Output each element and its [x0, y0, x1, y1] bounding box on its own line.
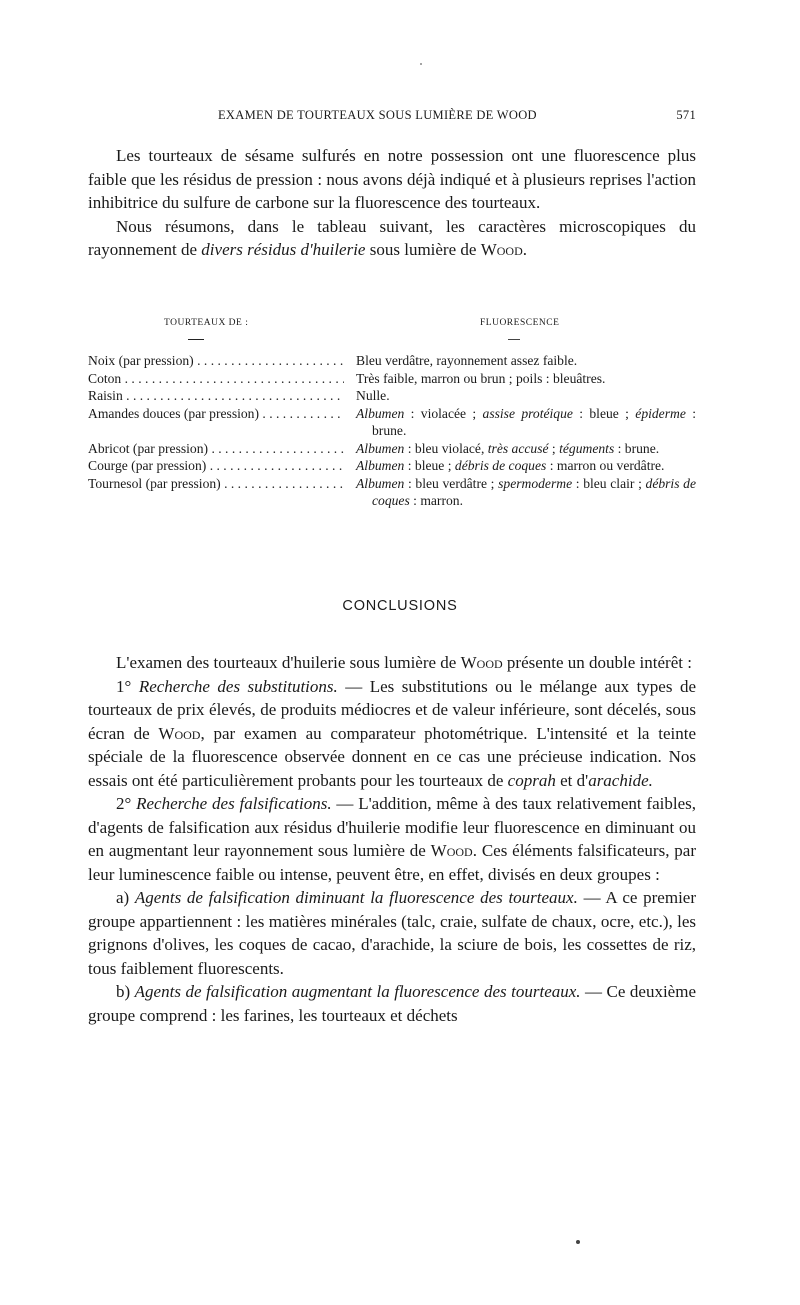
row-tourteau-name: Coton . . . [88, 370, 344, 388]
intro-paragraph-1: Les tourteaux de sésame sulfurés en notre possession ont une fluorescence plus faible que les résidus de pression : nous avons déjà indiqué et à plusieurs reprises l'action inhibitrice du sulfure de carbone sur la fluorescence des tourteaux. [88, 146, 696, 212]
row-fluorescence-desc: Albumen : violacée ; assise protéique : bleue ; épiderme : brune. [356, 405, 696, 438]
col-header-fluorescence: FLUORESCENCE [480, 318, 560, 328]
conclusions-paragraph-substitutions: 1° Recherche des substitutions. — Les substitutions ou le mélange aux types de tourteaux de prix élevés, de produits médiocres et de valeur inférieure, sont décelés, sous écran de Wood, par examen au comparateur photométrique. L'intensité et la teinte spéciale de la fluorescence observée donnent en ce cas une précieuse indication. Nos essais ont été particulièrement probants pour les tourteaux de coprah et d'arachide. [88, 676, 697, 790]
conclusions-paragraph-falsifications: 2° Recherche des falsifications. — L'addition, même à des taux relativement faibles, d'agents de falsification aux résidus d'huilerie modifie leur fluorescence en diminuant ou en augmentant leur rayonnement sous lumière de Wood. Ces éléments falsificateurs, par leur luminescence faible ou intense, peuvent être, en effet, divisés en deux groupes : [88, 794, 697, 884]
fluorescence-table [88, 318, 696, 510]
print-speck [576, 1240, 580, 1244]
row-tourteau-name: Abricot (par pression) . . . [88, 440, 344, 458]
conclusions-paragraph-group-a: a) Agents de falsification diminuant la fluorescence des tourteaux. — A ce premier groupe appartiennent : les matières minérales (talc, craie, sulfate de chaux, ocre, etc.), les grignons d'olives, les coques de cacao, d'arachide, la sciure de bois, les cossettes de riz, tous faiblement fluorescents. [88, 888, 697, 978]
col-header-tourteaux: TOURTEAUX DE : [164, 318, 249, 328]
intro-paragraph-2: Nous résumons, dans le tableau suivant, les caractères microscopiques du rayonnement de divers résidus d'huilerie sous lumière de Wood. [88, 216, 696, 259]
conclusions-paragraph-1: L'examen des tourteaux d'huilerie sous lumière de Wood présente un double intérêt : [116, 653, 692, 672]
table-row [88, 387, 696, 405]
table-row [88, 370, 696, 388]
running-title: EXAMEN DE TOURTEAUX SOUS LUMIÈRE DE WOOD [218, 108, 537, 122]
row-tourteau-name: Tournesol (par pression) . . . [88, 475, 344, 493]
print-speck [420, 63, 422, 65]
author-name: Wood. [430, 841, 477, 860]
author-name: Wood. [480, 240, 527, 259]
table-row [88, 405, 696, 440]
section-title: CONCLUSIONS [342, 598, 458, 614]
table-row [88, 440, 696, 458]
row-tourteau-name: Courge (par pression) . . . [88, 457, 344, 475]
row-tourteau-name: Raisin . . . [88, 387, 344, 405]
row-tourteau-name: Amandes douces (par pression) . . . [88, 405, 344, 423]
author-name: Wood [460, 653, 503, 672]
header-rule [508, 339, 520, 340]
conclusions-section [88, 651, 696, 1027]
author-name: Wood, [158, 723, 205, 743]
table-header [88, 318, 696, 352]
row-fluorescence-desc: Bleu verdâtre, rayonnement assez faible. [356, 353, 578, 368]
intro-section [88, 144, 696, 262]
row-tourteau-name: Noix (par pression) . . . [88, 352, 344, 370]
row-fluorescence-desc: Albumen : bleu verdâtre ; spermoderme : bleu clair ; débris de coques : marron. [356, 475, 696, 508]
header-rule [188, 339, 204, 340]
table-row [88, 475, 696, 510]
row-fluorescence-desc: Nulle. [356, 388, 390, 403]
row-fluorescence-desc: Albumen : bleu violacé, très accusé ; téguments : brune. [356, 440, 660, 456]
table-row [88, 352, 696, 370]
page-number: 571 [676, 108, 696, 122]
row-fluorescence-desc: Très faible, marron ou brun ; poils : bleuâtres. [356, 370, 606, 386]
table-row [88, 457, 696, 475]
row-fluorescence-desc: Albumen : bleue ; débris de coques : marron ou verdâtre. [356, 458, 665, 473]
emphasis-text: divers résidus d'huilerie [201, 240, 366, 259]
conclusions-paragraph-group-b: b) Agents de falsification augmentant la fluorescence des tourteaux. — Ce deuxième groupe comprend : les farines, les tourteaux et déchets [88, 982, 696, 1025]
table-body [88, 352, 696, 510]
